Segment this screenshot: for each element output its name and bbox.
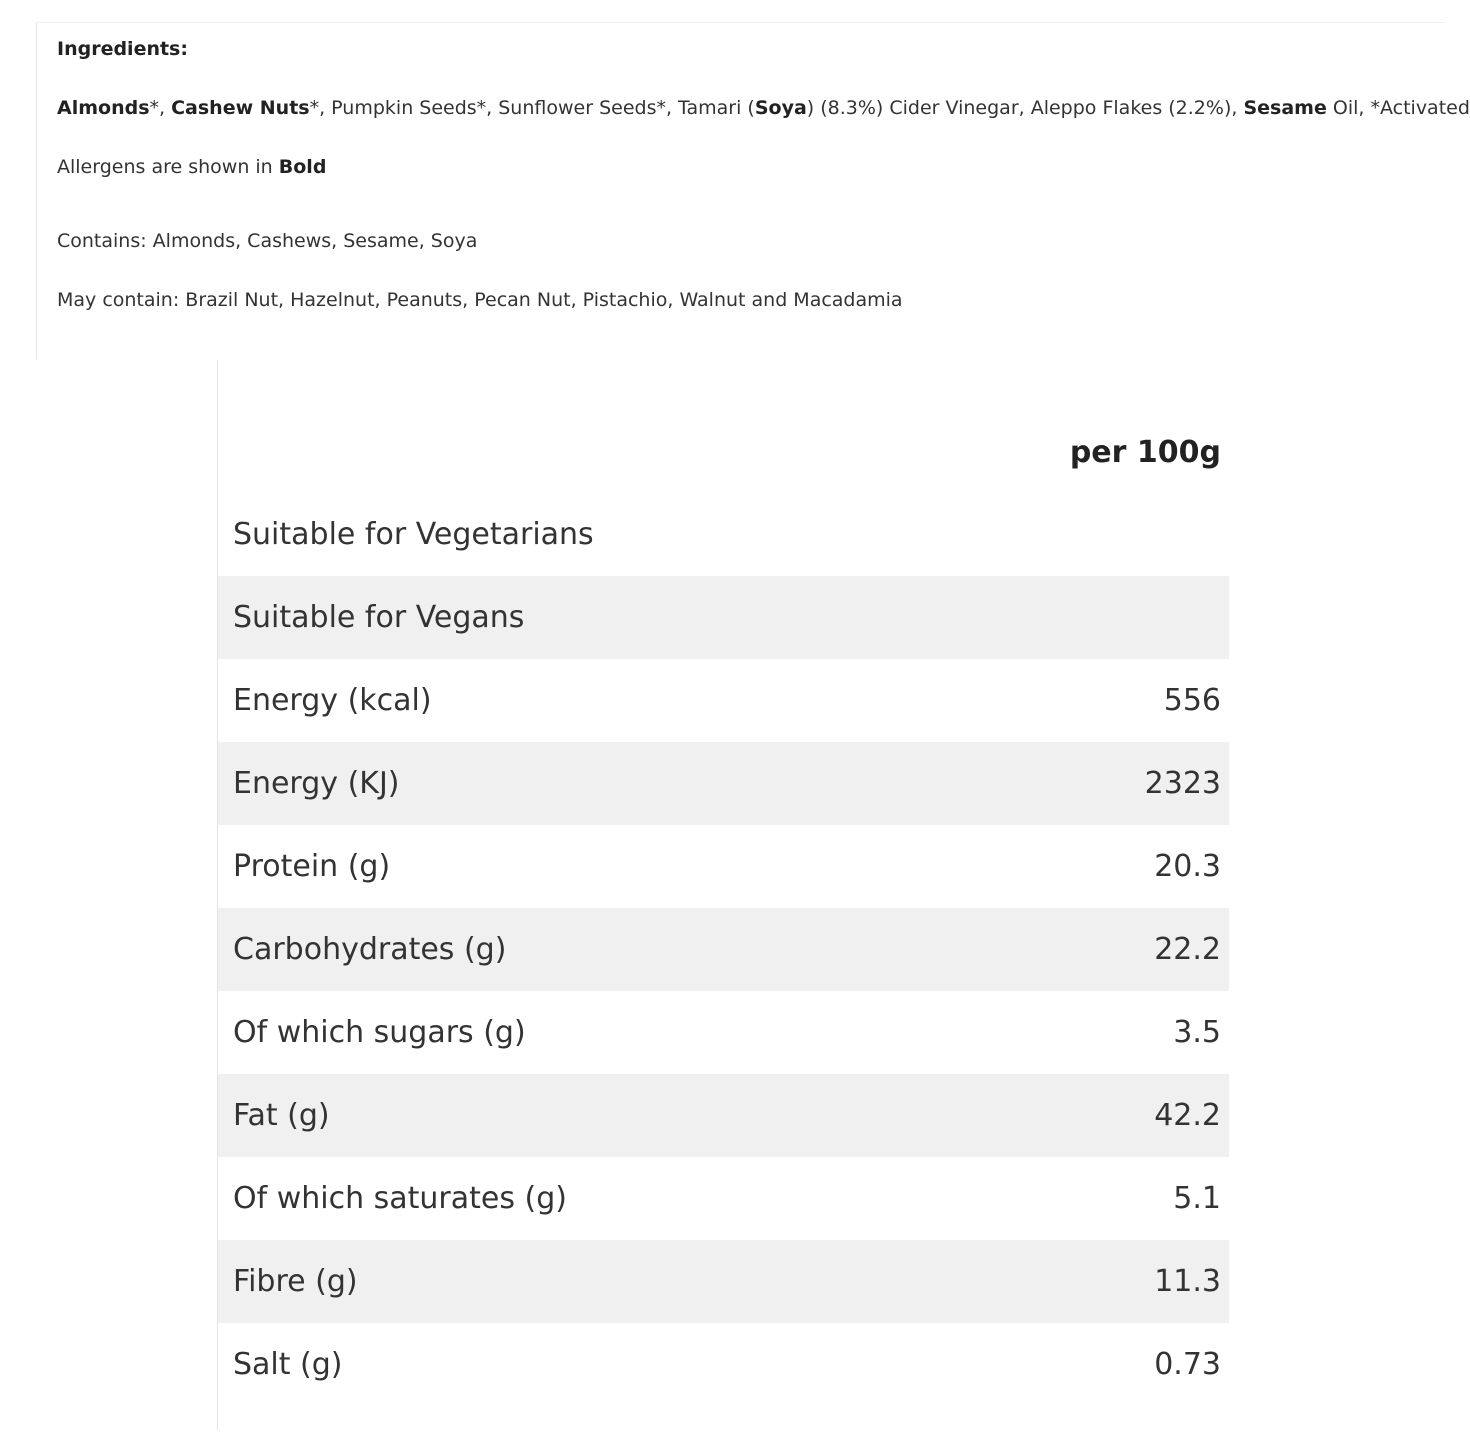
nutrition-label: Suitable for Vegans <box>233 600 525 635</box>
nutrition-table <box>217 360 1229 1430</box>
ingredient-part: Almonds <box>57 97 150 119</box>
nutrition-value: 2323 <box>1144 766 1221 801</box>
ingredient-part: Sesame <box>1243 97 1327 119</box>
nutrition-value: 5.1 <box>1173 1181 1221 1216</box>
nutrition-label: Of which sugars (g) <box>233 1015 526 1050</box>
nutrition-label: Energy (KJ) <box>233 766 400 801</box>
nutrition-row <box>218 1240 1229 1323</box>
nutrition-value: 20.3 <box>1154 849 1221 884</box>
nutrition-label: Fibre (g) <box>233 1264 358 1299</box>
nutrition-value: 0.73 <box>1154 1347 1221 1382</box>
ingredient-part: Oil, *Activated <box>1326 97 1470 119</box>
allergen-note-bold: Bold <box>278 156 327 178</box>
nutrition-value: 22.2 <box>1154 932 1221 967</box>
ingredient-part: *, <box>149 97 172 119</box>
allergen-note <box>57 155 326 179</box>
nutrition-row <box>218 991 1229 1074</box>
nutrition-value: 42.2 <box>1154 1098 1221 1133</box>
nutrition-value: 11.3 <box>1154 1264 1221 1299</box>
ingredient-part: Cashew Nuts <box>171 97 310 119</box>
nutrition-row <box>218 825 1229 908</box>
nutrition-label: Fat (g) <box>233 1098 330 1133</box>
nutrition-label: Salt (g) <box>233 1347 343 1382</box>
nutrition-row <box>218 742 1229 825</box>
nutrition-row <box>218 1323 1229 1406</box>
ingredients-panel <box>36 22 1470 359</box>
nutrition-rows <box>218 493 1229 1406</box>
may-contain-text: May contain: Brazil Nut, Hazelnut, Peanuts, Pecan Nut, Pistachio, Walnut and Macadamia <box>57 289 903 311</box>
ingredient-part: Soya <box>754 97 807 119</box>
nutrition-value: 3.5 <box>1173 1015 1221 1050</box>
ingredient-part: ) (8.3%) Cider Vinegar, Aleppo Flakes (2.2%), <box>806 97 1244 119</box>
per-100g-header: per 100g <box>1069 435 1221 470</box>
nutrition-row <box>218 1074 1229 1157</box>
ingredient-part: *, Pumpkin Seeds*, Sunflower Seeds*, Tamari ( <box>309 97 755 119</box>
ingredients-list <box>57 96 1470 120</box>
nutrition-row <box>218 493 1229 576</box>
allergen-note-text: Allergens are shown in <box>57 156 279 178</box>
nutrition-row <box>218 908 1229 991</box>
nutrition-label: Suitable for Vegetarians <box>233 517 594 552</box>
nutrition-row <box>218 659 1229 742</box>
nutrition-label: Protein (g) <box>233 849 391 884</box>
ingredients-heading: Ingredients: <box>57 38 188 60</box>
contains-text: Contains: Almonds, Cashews, Sesame, Soya <box>57 230 478 252</box>
nutrition-label: Of which saturates (g) <box>233 1181 567 1216</box>
nutrition-value: 556 <box>1163 683 1221 718</box>
nutrition-row <box>218 1157 1229 1240</box>
nutrition-label: Energy (kcal) <box>233 683 432 718</box>
nutrition-row <box>218 576 1229 659</box>
nutrition-label: Carbohydrates (g) <box>233 932 507 967</box>
